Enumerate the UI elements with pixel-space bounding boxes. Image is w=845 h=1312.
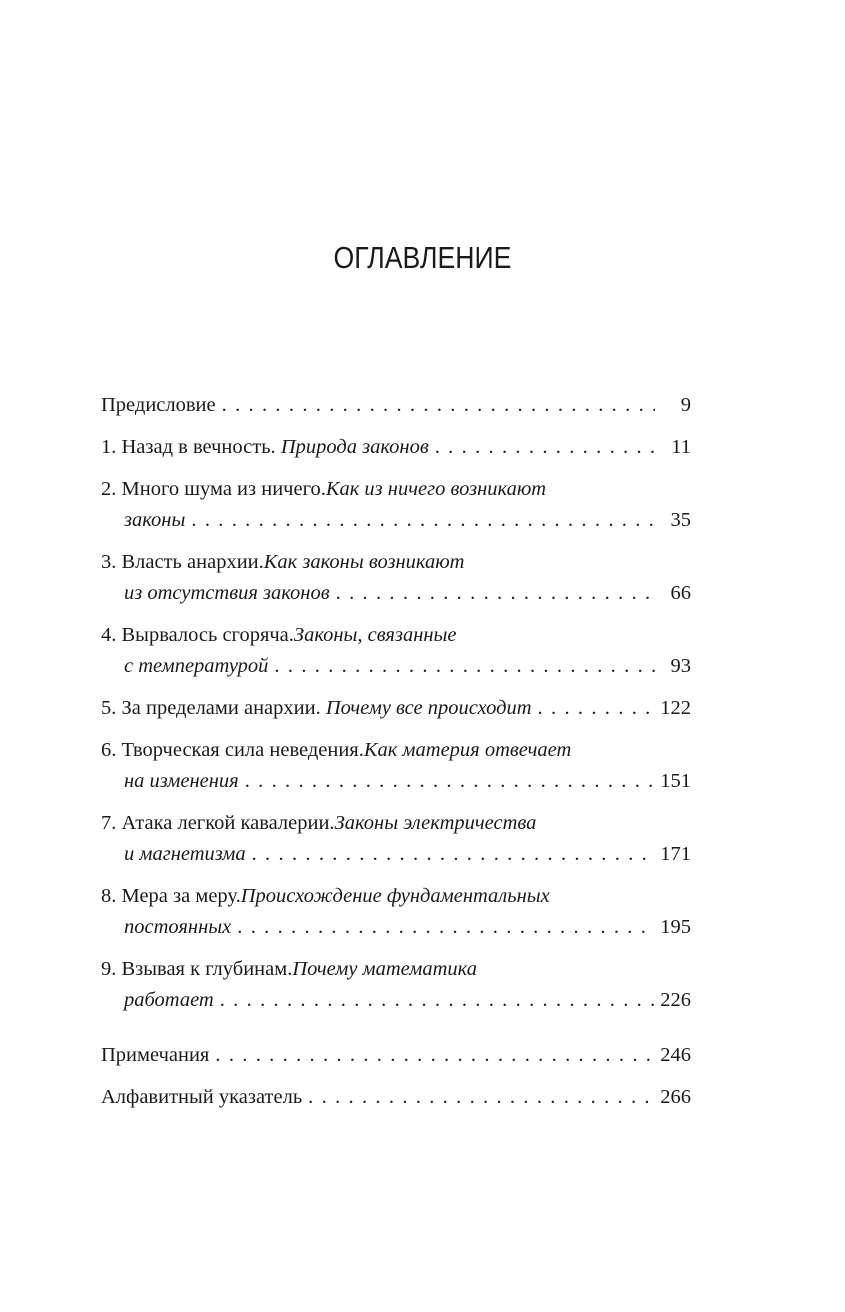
entry-title: Предисловие	[101, 394, 216, 416]
toc-entry-chapter-9[interactable]	[101, 954, 691, 1016]
dot-leader	[222, 390, 655, 421]
chapter-title: 8. Мера за меру.	[101, 885, 241, 907]
chapter-subtitle: Законы электричества	[334, 812, 537, 834]
chapter-title: 5. За пределами анархии.	[101, 697, 326, 719]
dot-leader	[215, 1040, 655, 1071]
chapter-title: 9. Взывая к глубинам.	[101, 958, 293, 980]
page-number: 35	[670, 509, 691, 531]
dot-leader	[538, 693, 655, 724]
dot-leader	[274, 651, 655, 682]
dot-leader	[191, 505, 655, 536]
chapter-subtitle: Как из ничего возникают	[325, 478, 547, 500]
toc-entry-chapter-4[interactable]	[101, 620, 691, 682]
dot-leader	[220, 985, 655, 1016]
page-number: 66	[670, 582, 691, 604]
page-number: 93	[670, 655, 691, 677]
toc-entry-chapter-6[interactable]	[101, 735, 691, 797]
toc-entry-notes[interactable]	[101, 1040, 691, 1071]
toc-entry-chapter-1[interactable]	[101, 432, 691, 463]
chapter-subtitle-continued: работает	[124, 989, 214, 1011]
entry-title	[101, 693, 532, 724]
chapter-subtitle-continued: постоянных	[124, 916, 232, 938]
toc-entry-chapter-8[interactable]	[101, 881, 691, 943]
chapter-subtitle-continued: на изменения	[124, 770, 239, 792]
toc-entry-chapter-2[interactable]	[101, 474, 691, 536]
table-of-contents	[101, 390, 691, 1113]
page-number: 171	[660, 843, 691, 865]
page-number: 226	[660, 989, 691, 1011]
toc-entry-index[interactable]	[101, 1082, 691, 1113]
chapter-subtitle: Законы, связанные	[293, 624, 457, 646]
dot-leader	[245, 766, 655, 797]
page-number: 122	[660, 697, 691, 719]
chapter-subtitle-continued: законы	[124, 509, 186, 531]
entry-title: Алфавитный указатель	[101, 1086, 303, 1108]
chapter-subtitle-continued: с температурой	[124, 655, 269, 677]
dot-leader	[435, 432, 655, 463]
chapter-title: 6. Творческая сила неведения.	[101, 739, 364, 761]
chapter-title: 1. Назад в вечность.	[101, 436, 281, 458]
chapter-subtitle: Как законы возникают	[263, 551, 465, 573]
page-number: 151	[660, 770, 691, 792]
page-number: 11	[671, 436, 691, 458]
page-title: ОГЛАВЛЕНИЕ	[333, 240, 512, 275]
chapter-title: 2. Много шума из ничего.	[101, 478, 326, 500]
page-number: 195	[660, 916, 691, 938]
chapter-title: 3. Власть анархии.	[101, 551, 264, 573]
chapter-subtitle: Происхождение фундаментальных	[240, 885, 550, 907]
page-number: 246	[660, 1044, 691, 1066]
chapter-subtitle-continued: из отсутствия законов	[124, 582, 330, 604]
page-number: 266	[660, 1086, 691, 1108]
chapter-subtitle: Природа законов	[280, 436, 429, 458]
toc-entry-chapter-5[interactable]	[101, 693, 691, 724]
toc-entry-chapter-3[interactable]	[101, 547, 691, 609]
chapter-title: 4. Вырвалось сгоряча.	[101, 624, 294, 646]
chapter-subtitle: Почему все происходит	[325, 697, 532, 719]
toc-entry-chapter-7[interactable]	[101, 808, 691, 870]
entry-title: Примечания	[101, 1044, 210, 1066]
chapter-subtitle-continued: и магнетизма	[124, 843, 246, 865]
dot-leader	[252, 839, 655, 870]
entry-title	[101, 432, 429, 463]
chapter-subtitle: Почему математика	[292, 958, 477, 980]
chapter-subtitle: Как материя отвечает	[363, 739, 572, 761]
toc-entry-preface[interactable]	[101, 390, 691, 421]
chapter-title: 7. Атака легкой кавалерии.	[101, 812, 335, 834]
dot-leader	[237, 912, 655, 943]
page-number: 9	[680, 394, 691, 416]
dot-leader	[308, 1082, 655, 1113]
dot-leader	[336, 578, 655, 609]
